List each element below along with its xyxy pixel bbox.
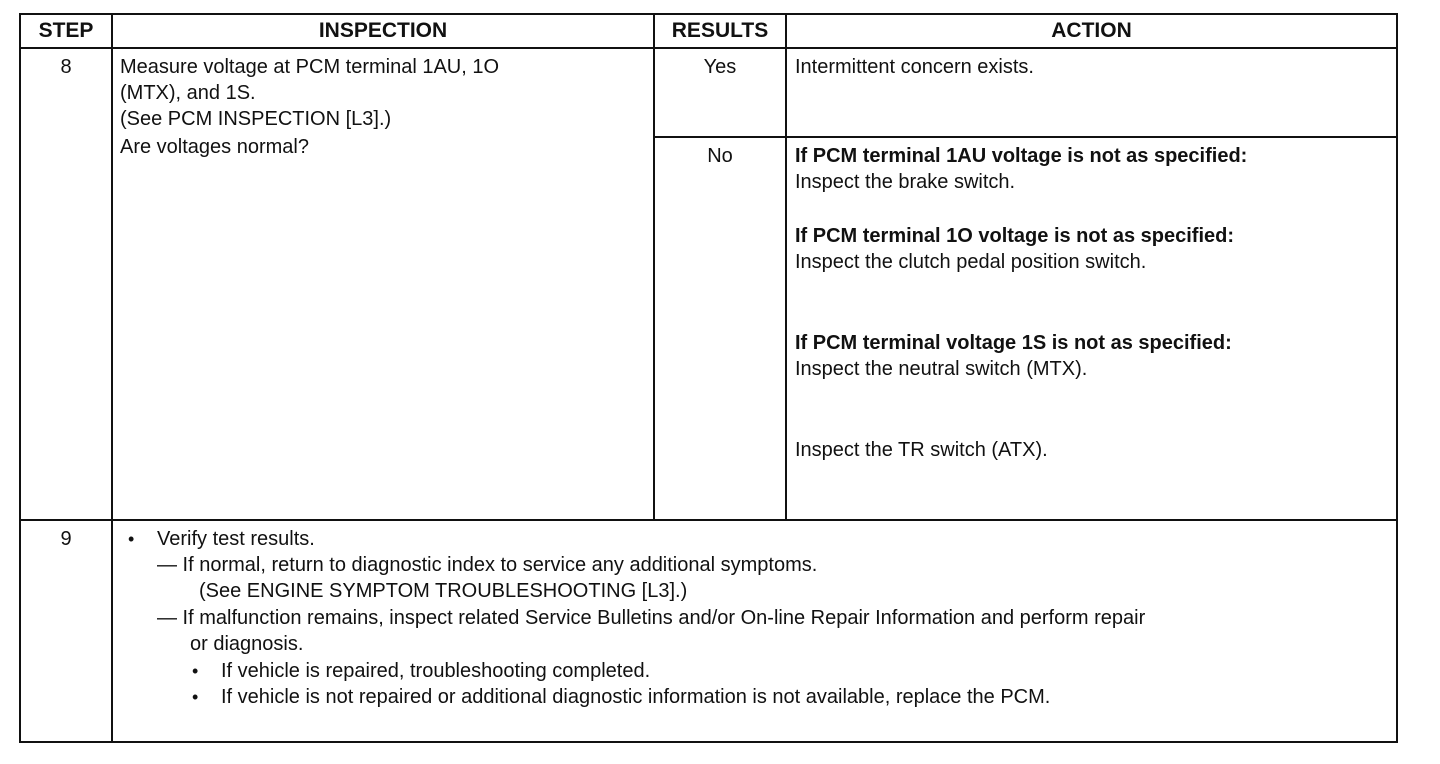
step-8-condition-1o: If PCM terminal 1O voltage is not as specified: <box>795 225 1234 247</box>
bullet-icon: • <box>192 687 199 707</box>
table-border-row-divider <box>19 519 1398 521</box>
table-border-header-bottom <box>19 47 1398 49</box>
step-8-result-no: No <box>707 145 733 167</box>
step-8-action-1o: Inspect the clutch pedal position switch. <box>795 251 1147 273</box>
step-9-dash-malfunction: — If malfunction remains, inspect related Service Bulletins and/or On-line Repair Information and perform repair <box>157 607 1146 629</box>
step-8-number: 8 <box>60 56 72 78</box>
results-row-divider <box>653 136 1398 138</box>
step-8-action-yes: Intermittent concern exists. <box>795 56 1034 78</box>
step-8-action-1au: Inspect the brake switch. <box>795 171 1016 193</box>
step-8-result-yes: Yes <box>703 56 737 78</box>
step-8-inspection-line: Measure voltage at PCM terminal 1AU, 1O <box>120 56 500 78</box>
step-8-action-tr-switch: Inspect the TR switch (ATX). <box>795 439 1048 461</box>
step-8-action-1s: Inspect the neutral switch (MTX). <box>795 358 1088 380</box>
table-border-bottom <box>19 741 1398 743</box>
step-8-inspection-line: (See PCM INSPECTION [L3].) <box>120 108 392 130</box>
step-9-sub-bullet: If vehicle is repaired, troubleshooting completed. <box>221 660 651 682</box>
step-8-condition-1au: If PCM terminal 1AU voltage is not as specified: <box>795 145 1248 167</box>
header-action: ACTION <box>1051 19 1132 42</box>
step-9-dash-normal-see: (See ENGINE SYMPTOM TROUBLESHOOTING [L3].) <box>199 580 688 602</box>
step-9-dash-malfunction-cont: or diagnosis. <box>190 633 304 655</box>
table-border-right <box>1396 13 1398 743</box>
step-8-condition-1s: If PCM terminal voltage 1S is not as specified: <box>795 332 1232 354</box>
bullet-icon: • <box>128 529 135 549</box>
step-9-number: 9 <box>60 528 72 550</box>
header-inspection: INSPECTION <box>318 19 448 42</box>
header-results: RESULTS <box>671 19 769 42</box>
step-8-inspection-line: Are voltages normal? <box>120 136 309 158</box>
bullet-icon: • <box>192 661 199 681</box>
table-border-top <box>19 13 1398 15</box>
column-divider-step <box>111 13 113 743</box>
step-9-verify: Verify test results. <box>157 528 315 550</box>
step-9-dash-normal: — If normal, return to diagnostic index to service any additional symptoms. <box>157 554 818 576</box>
header-step: STEP <box>38 19 94 42</box>
column-divider-results <box>785 13 787 521</box>
column-divider-inspection <box>653 13 655 521</box>
table-border-left <box>19 13 21 743</box>
step-8-inspection-line: (MTX), and 1S. <box>120 82 256 104</box>
step-9-sub-bullet: If vehicle is not repaired or additional diagnostic information is not available, replace the PCM. <box>221 686 1051 708</box>
